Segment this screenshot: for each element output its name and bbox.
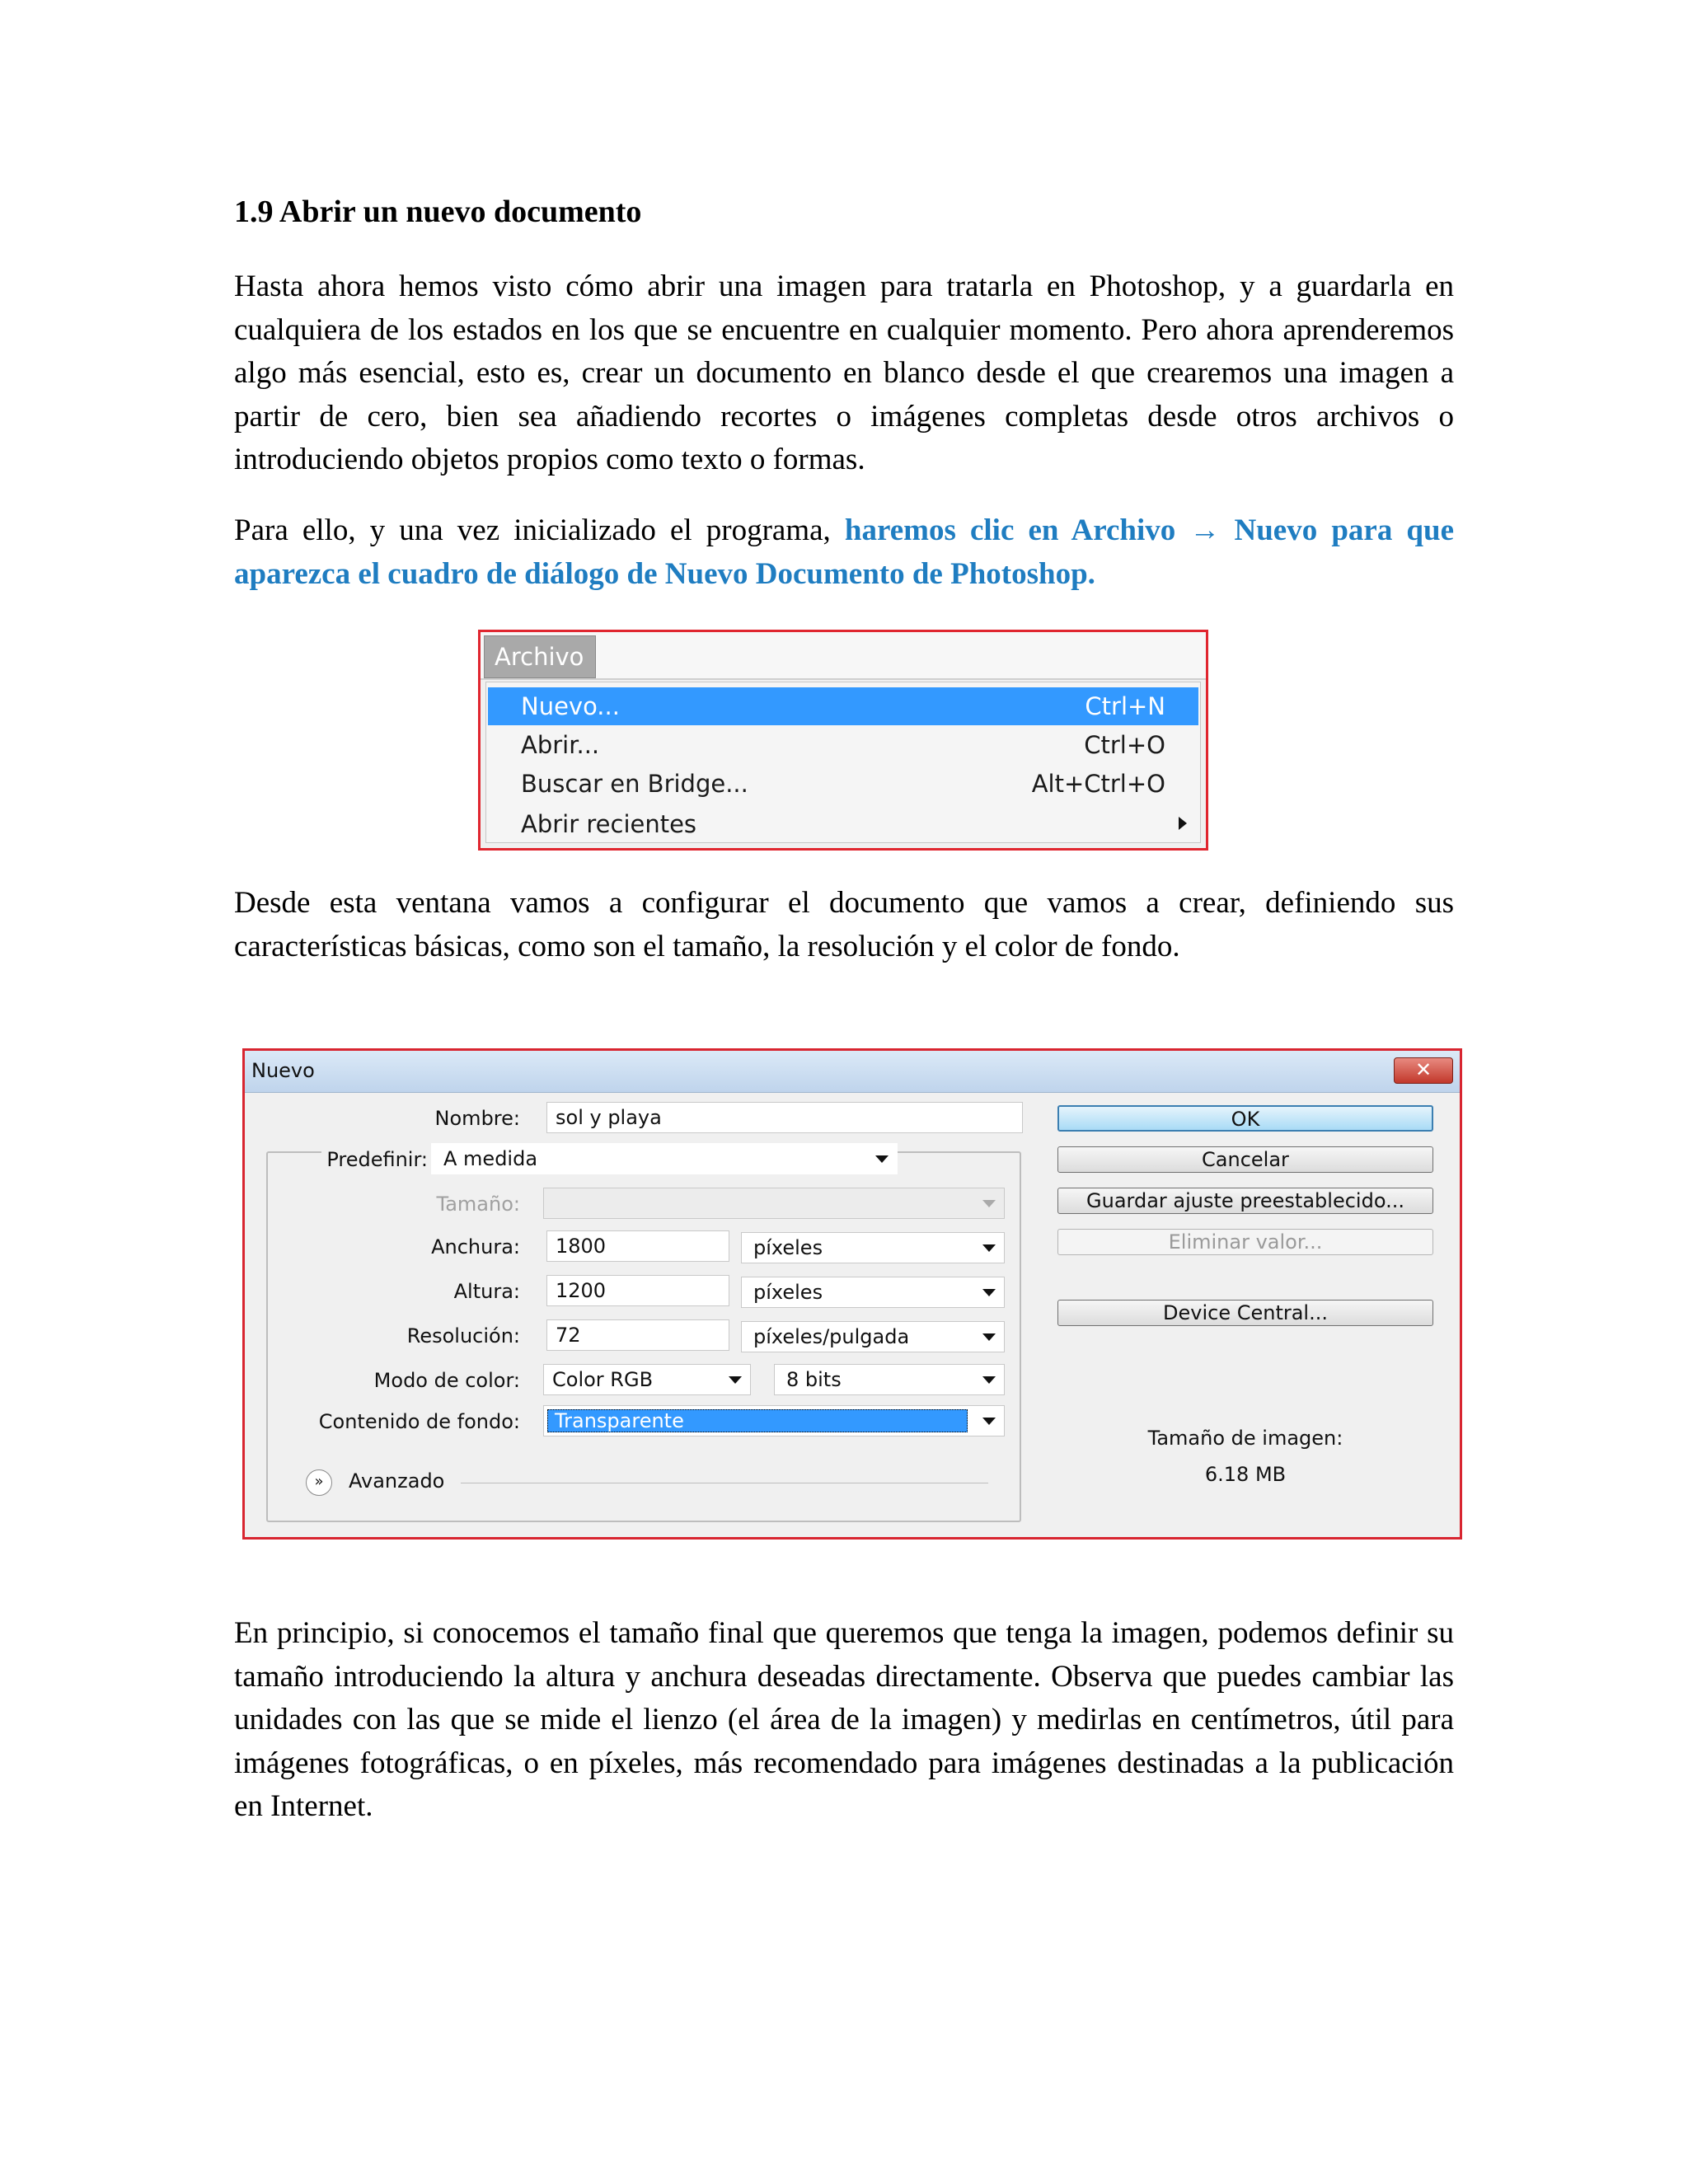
menu-item-shortcut: Ctrl+O bbox=[1084, 731, 1165, 759]
resolution-unit-dropdown[interactable] bbox=[741, 1321, 1005, 1352]
paragraph-instructions-text: Para ello, y una vez inicializado el programa, bbox=[234, 513, 845, 547]
dialog-title: Nuevo bbox=[251, 1059, 315, 1082]
chevron-down-icon bbox=[729, 1376, 742, 1384]
background-label: Contenido de fondo: bbox=[318, 1410, 520, 1433]
highlighted-instruction: haremos clic en Archivo → Nuevo para que aparezca el cuadro de diálogo de Nuevo Documento de Photoshop. bbox=[234, 513, 1455, 591]
archivo-dropdown bbox=[485, 682, 1201, 843]
color-mode-value: Color RGB bbox=[552, 1368, 654, 1391]
save-preset-button[interactable]: Guardar ajuste preestablecido... bbox=[1057, 1188, 1433, 1214]
section-heading: 1.9 Abrir un nuevo documento bbox=[234, 194, 642, 229]
menu-item-label: Abrir... bbox=[521, 731, 600, 759]
preset-label: Predefinir: bbox=[321, 1148, 433, 1171]
image-size-label: Tamaño de imagen: bbox=[1147, 1427, 1343, 1450]
menu-archivo[interactable]: Archivo bbox=[484, 635, 596, 678]
resolution-field[interactable]: 72 bbox=[546, 1319, 729, 1351]
size-dropdown[interactable] bbox=[543, 1188, 1005, 1219]
menu-item-label: Abrir recientes bbox=[521, 810, 697, 838]
menu-item-abrir-recientes[interactable] bbox=[488, 805, 1198, 843]
width-label: Anchura: bbox=[431, 1235, 520, 1258]
paragraph-instructions bbox=[234, 509, 1454, 596]
bit-depth-dropdown[interactable] bbox=[774, 1364, 1005, 1395]
chevron-down-icon bbox=[982, 1200, 996, 1207]
menu-item-label: Nuevo... bbox=[521, 692, 620, 720]
chevron-down-icon bbox=[982, 1333, 996, 1341]
bit-depth-value: 8 bits bbox=[786, 1368, 842, 1391]
dialog-titlebar bbox=[245, 1051, 1460, 1093]
name-label: Nombre: bbox=[434, 1107, 520, 1130]
image-size-value: 6.18 MB bbox=[1204, 1463, 1287, 1486]
archivo-menu-screenshot bbox=[478, 630, 1208, 851]
menu-item-shortcut: Ctrl+N bbox=[1085, 692, 1165, 720]
paragraph-units: En principio, si conocemos el tamaño final que queremos que tenga la imagen, podemos definir su tamaño introduciendo la altura y anchura deseadas directamente. Observa que puedes cambiar las unidades con las que se mide el lienzo (el área de la imagen) y medirlas en centímetros, útil para imágenes fotográficas, o en píxeles, más recomendado para imágenes destinadas a la publicación en Internet. bbox=[234, 1616, 1454, 1823]
preset-dropdown[interactable] bbox=[431, 1143, 898, 1174]
menu-item-label: Buscar en Bridge... bbox=[521, 770, 748, 798]
size-label: Tamaño: bbox=[436, 1193, 520, 1216]
chevron-down-icon bbox=[982, 1418, 996, 1425]
height-unit-dropdown[interactable] bbox=[741, 1277, 1005, 1308]
menu-item-buscar-en-bridge[interactable] bbox=[488, 765, 1198, 803]
chevron-down-icon bbox=[982, 1244, 996, 1252]
nuevo-dialog-screenshot bbox=[242, 1048, 1462, 1540]
chevron-down-icon bbox=[982, 1289, 996, 1296]
menu-item-abrir[interactable] bbox=[488, 726, 1198, 764]
paragraph-window-description: Desde esta ventana vamos a configurar el documento que vamos a crear, definiendo sus características básicas, como son el tamaño, la resolución y el color de fondo. bbox=[234, 886, 1454, 963]
advanced-label[interactable]: Avanzado bbox=[349, 1469, 445, 1493]
resolution-unit-value: píxeles/pulgada bbox=[753, 1325, 910, 1348]
color-mode-label: Modo de color: bbox=[373, 1369, 520, 1392]
preset-value: A medida bbox=[443, 1147, 538, 1170]
delete-preset-button[interactable]: Eliminar valor... bbox=[1057, 1229, 1433, 1255]
width-unit-dropdown[interactable] bbox=[741, 1232, 1005, 1263]
height-unit-value: píxeles bbox=[753, 1281, 823, 1304]
height-field[interactable]: 1200 bbox=[546, 1275, 729, 1306]
menu-bar bbox=[481, 632, 1206, 680]
menu-item-shortcut: Alt+Ctrl+O bbox=[1031, 770, 1165, 798]
device-central-button[interactable]: Device Central... bbox=[1057, 1300, 1433, 1326]
submenu-arrow-icon bbox=[1179, 817, 1187, 830]
close-button[interactable] bbox=[1394, 1057, 1453, 1084]
close-icon: ✕ bbox=[1414, 1058, 1432, 1081]
expand-advanced-icon[interactable]: » bbox=[306, 1469, 332, 1496]
menu-item-nuevo[interactable] bbox=[488, 687, 1198, 725]
ok-button[interactable]: OK bbox=[1057, 1105, 1433, 1132]
name-field[interactable]: sol y playa bbox=[546, 1102, 1023, 1133]
chevron-down-icon bbox=[982, 1376, 996, 1384]
width-unit-value: píxeles bbox=[753, 1236, 823, 1259]
resolution-label: Resolución: bbox=[406, 1324, 520, 1347]
color-mode-dropdown[interactable] bbox=[543, 1364, 751, 1395]
width-field[interactable]: 1800 bbox=[546, 1230, 729, 1262]
height-label: Altura: bbox=[453, 1280, 520, 1303]
paragraph-intro: Hasta ahora hemos visto cómo abrir una imagen para tratarla en Photoshop, y a guardarla en cualquiera de los estados en los que se encuentre en cualquier momento. Pero ahora aprenderemos algo más esencial, esto es, crear un documento en blanco desde el que crearemos una imagen a partir de cero, bien sea añadiendo recortes o imágenes completas desde otros archivos o introduciendo objetos propios como texto o formas. bbox=[234, 269, 1454, 476]
background-dropdown[interactable] bbox=[543, 1405, 1005, 1436]
background-value: Transparente bbox=[547, 1409, 968, 1432]
cancel-button[interactable]: Cancelar bbox=[1057, 1146, 1433, 1173]
chevron-down-icon bbox=[875, 1155, 889, 1163]
